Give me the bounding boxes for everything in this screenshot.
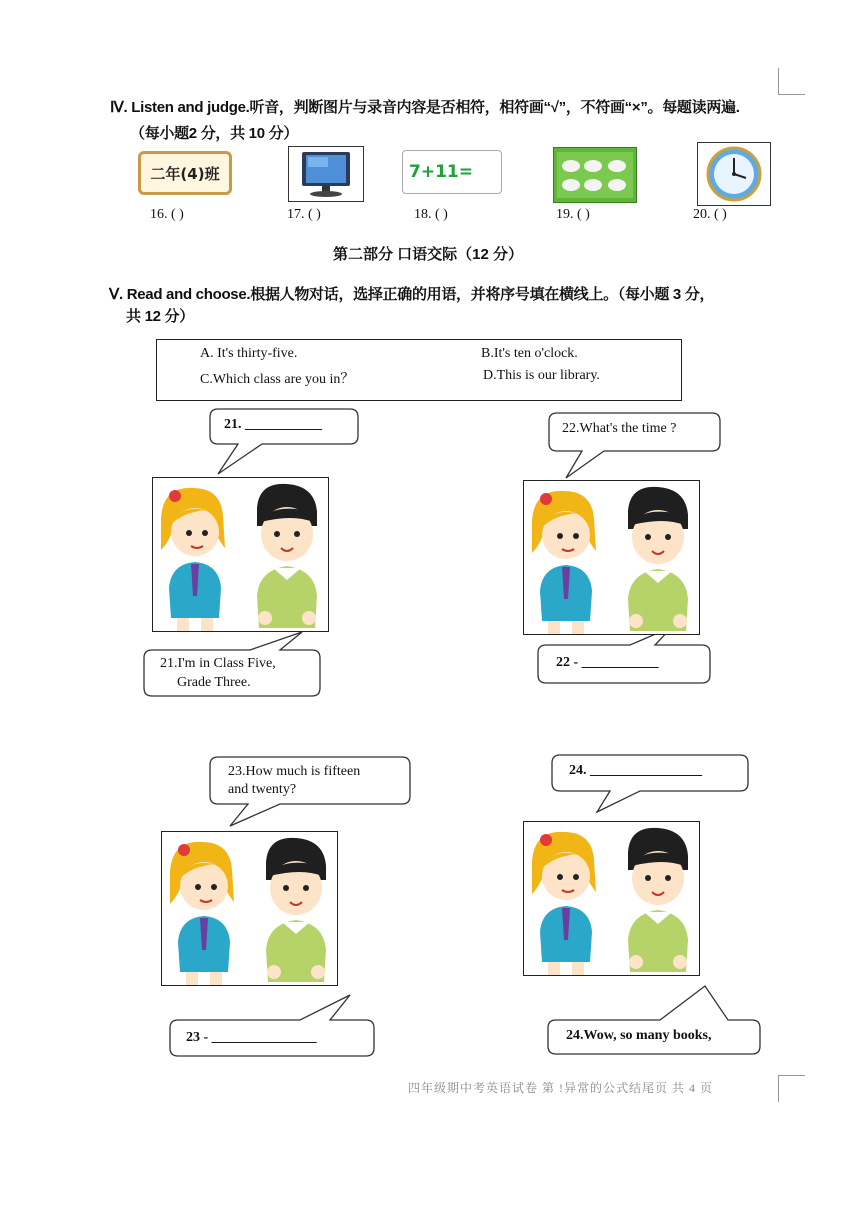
dialog-23-question-line1: 23.How much is fifteen [228,764,361,779]
scene-24 [523,821,700,976]
answer-18: 18. ( ) [414,207,448,222]
dialog-23-answer: 23 - _______________ [186,1030,317,1045]
page-footer: 四年级期中考英语试卷 第 !异常的公式结尾页 共 4 页 [408,1081,713,1095]
option-c: C.Which class are you in？ [200,372,355,387]
girl-and-boy-illustration [524,822,699,975]
dialog-21-answer-line2: Grade Three. [177,675,251,690]
dialog-21-answer-line1: 21.I'm in Class Five, [160,656,276,671]
answer-16: 16. ( ) [150,207,184,222]
scene-21 [152,477,329,632]
girl-and-boy-illustration [153,478,328,631]
dialog-24-question: 24. ________________ [569,763,702,778]
math-expression: 7+11= [409,162,473,182]
option-a: A. It's thirty-five. [200,346,298,361]
dialog-24-answer: 24.Wow, so many books, [566,1028,712,1043]
part-2-title: 第二部分 口语交际（12 分） [333,246,524,263]
dialog-22-answer: 22 - ___________ [556,655,659,670]
bubble-23-bottom [170,995,374,1056]
option-d: D.This is our library. [483,368,600,383]
dialog-22-question: 22.What's the time ? [562,421,677,436]
scene-22 [523,480,700,635]
class-sign-label: 二年(4)班 [138,151,232,195]
section-5-score: 共 12 分） [126,308,194,325]
answer-17: 17. ( ) [287,207,321,222]
scene-23 [161,831,338,986]
answer-19: 19. ( ) [556,207,590,222]
section-4-title: Ⅳ. Listen and judge.听音，判断图片与录音内容是否相符，相符画“√”，不符画“×”。每题读两遍. [110,99,740,116]
option-b: B.It's ten o'clock. [481,346,578,361]
girl-and-boy-illustration [162,832,337,985]
section-5-title: Ⅴ. Read and choose.根据人物对话，选择正确的用语，并将序号填在横线上。（每小题 3 分， [109,286,715,303]
answer-20: 20. ( ) [693,207,727,222]
girl-and-boy-illustration [524,481,699,634]
section-4-score: （每小题2 分，共 10 分） [130,125,299,142]
dialog-23-question-line2: and twenty? [228,782,297,797]
dialog-21-question: 21. ___________ [224,417,322,432]
